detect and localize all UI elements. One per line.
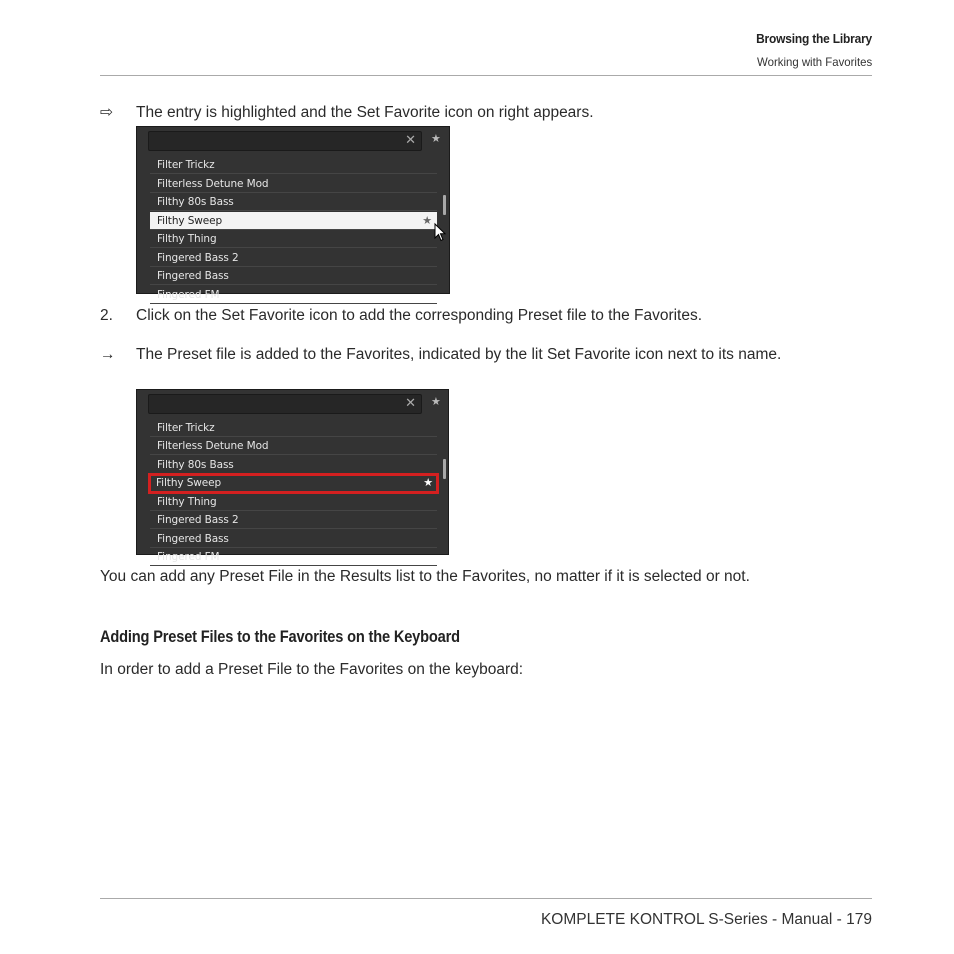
list-item[interactable]: Fingered Bass [150, 267, 437, 285]
search-input[interactable] [148, 394, 422, 414]
result-step-text: The entry is highlighted and the Set Favorite icon on right appears. [136, 104, 594, 121]
list-item[interactable]: Filterless Detune Mod [150, 437, 437, 455]
result-arrow-marker: → [100, 346, 116, 363]
result-arrow-marker: ⇨ [100, 104, 113, 121]
scrollbar-thumb[interactable] [443, 195, 446, 215]
header-divider [100, 75, 872, 76]
clear-search-icon[interactable]: ✕ [405, 396, 416, 411]
list-item[interactable]: Filthy Thing [150, 493, 437, 511]
list-item-favorited[interactable]: Filthy Sweep ★ [148, 473, 439, 494]
list-item[interactable]: Fingered FM [150, 548, 437, 566]
list-item[interactable]: Filthy 80s Bass [150, 193, 437, 211]
list-item[interactable]: Filterless Detune Mod [150, 175, 437, 193]
mouse-pointer-icon [434, 223, 446, 242]
lit-favorite-star-icon[interactable]: ★ [423, 476, 433, 489]
section-heading: Adding Preset Files to the Favorites on the Keyboard [100, 627, 460, 646]
set-favorite-star-icon[interactable]: ★ [422, 214, 432, 227]
step-text: Click on the Set Favorite icon to add the corresponding Preset file to the Favorites. [136, 307, 703, 324]
body-paragraph: You can add any Preset File in the Results list to the Favorites, no matter if it is selected or not. [100, 568, 750, 585]
list-item[interactable]: Filthy Thing [150, 230, 437, 248]
favorites-filter-star-icon[interactable]: ★ [431, 395, 441, 408]
list-item[interactable]: Filter Trickz [150, 156, 437, 174]
list-item[interactable]: Filter Trickz [150, 419, 437, 437]
list-item[interactable]: Fingered FM [150, 286, 437, 304]
running-header-title: Browsing the Library [756, 31, 872, 46]
result-step-2 [100, 345, 800, 387]
step-number: 2. [100, 307, 113, 324]
section-intro: In order to add a Preset File to the Favorites on the keyboard: [100, 661, 524, 678]
results-list-screenshot-1 [136, 126, 450, 301]
results-list-screenshot-2 [136, 389, 449, 563]
list-item[interactable]: Fingered Bass [150, 530, 437, 548]
list-item[interactable]: Fingered Bass 2 [150, 249, 437, 267]
running-header-subtitle: Working with Favorites [756, 55, 872, 69]
result-step-text: The Preset file is added to the Favorites, indicated by the lit Set Favorite icon next to its name. [136, 346, 782, 363]
instruction-step-2 [100, 306, 800, 327]
scrollbar-thumb[interactable] [443, 459, 446, 479]
list-item-selected[interactable]: Filthy Sweep ★ [150, 212, 437, 230]
favorites-filter-star-icon[interactable]: ★ [431, 132, 441, 145]
footer-divider [100, 898, 872, 899]
page-footer: KOMPLETE KONTROL S-Series - Manual - 179 [540, 911, 872, 928]
search-input[interactable] [148, 131, 422, 151]
list-item[interactable]: Filthy 80s Bass [150, 456, 437, 474]
clear-search-icon[interactable]: ✕ [405, 133, 416, 148]
result-step-1 [100, 103, 800, 124]
list-item[interactable]: Fingered Bass 2 [150, 511, 437, 529]
